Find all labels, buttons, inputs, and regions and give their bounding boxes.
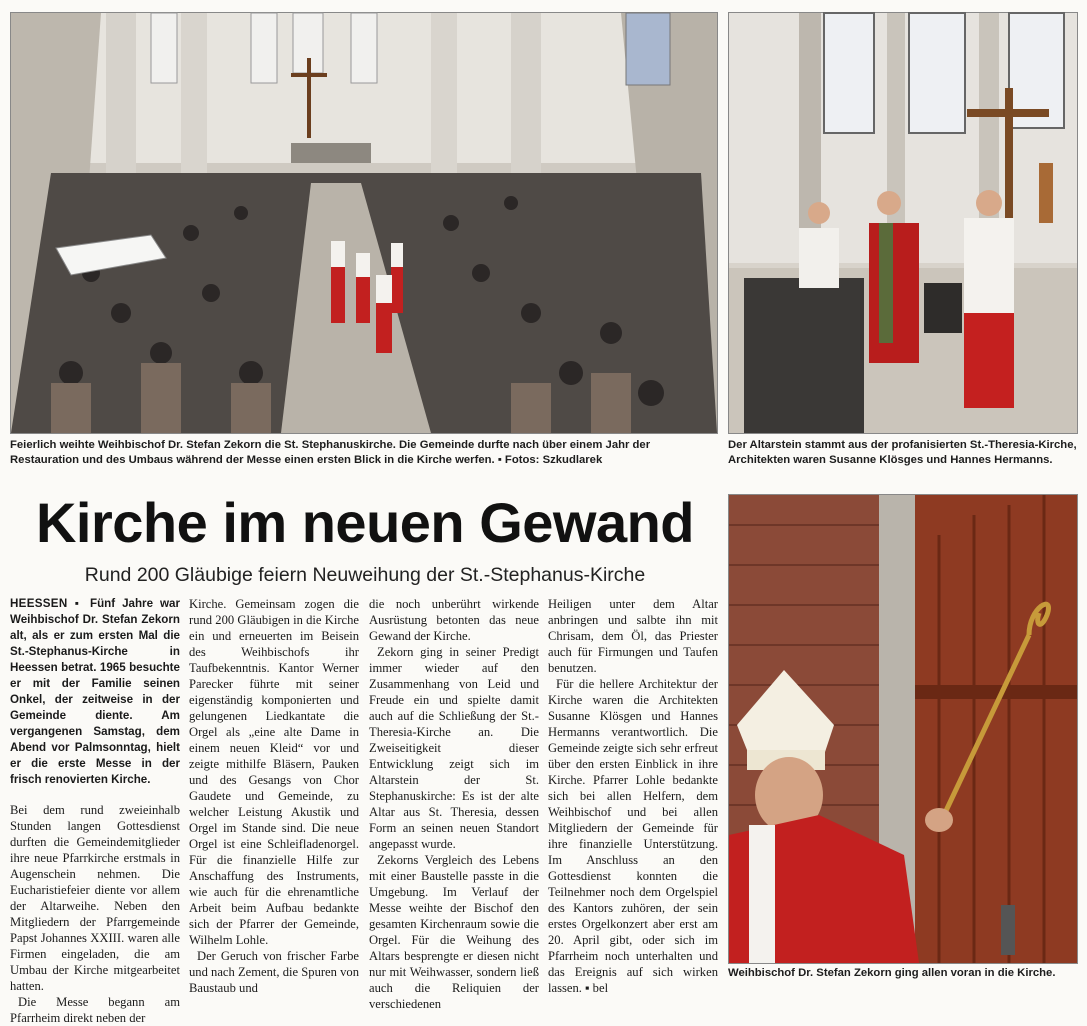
paragraph: Die Messe begann am Pfarrheim direkt neben der: [10, 995, 180, 1025]
article-lead: [10, 596, 180, 788]
photo-altar-caption: Der Altarstein stammt aus der profanisierten St.-Theresia-Kirche, Architekten waren Susanne Klösges und Hannes Hermanns.: [728, 439, 1077, 466]
article-lead-text: Fünf Jahre war Weihbischof Dr. Stefan Zekorn alt, als er zum ersten Mal die St.-Stephanus-Kirche in Heessen betrat. 1965 besuchte er mit der Familie seinen Onkel, der zeitweise in der Gemeinde diente. Am vergangenen Samstag, dem Abend vor Palmsonntag, hielt er die erste Messe in der frisch renovierten Kirche.: [10, 597, 180, 786]
photo-door-caption: Weihbischof Dr. Stefan Zekorn ging allen voran in die Kirche.: [728, 967, 1056, 979]
photo-church-interior: [10, 12, 718, 434]
article-column-2: [189, 596, 359, 995]
altar-illustration: [729, 13, 1077, 433]
church-interior-illustration: [11, 13, 717, 433]
bishop-door-illustration: [729, 495, 1077, 963]
photo-main-caption: Feierlich weihte Weihbischof Dr. Stefan Zekorn die St. Stephanuskirche. Die Gemeinde durfte nach über einem Jahr der Restauration und des Umbaus während der Messe einen ersten Blick in die Kirche werfen. ▪ Fotos: Szkudlarek: [10, 439, 651, 466]
article-headline: Kirche im neuen Gewand: [35, 491, 695, 554]
paragraph: Kirche. Gemeinsam zogen die rund 200 Gläubigen in die Kirche ein und erneuerten im Beisein des Weihbischofs ihr Taufbekenntnis. Kantor Werner Parecker führte mit seiner eigenständig komponierten und gelungenen Liedkantate die Orgel als „eine alte Dame in einem neuen Kleid“ vor und zeigte mithilfe Bläsern, Pauken und des Gesangs von Chor Gaudete und Gemeinde, zu welcher Leistung Akustik und Orgel im Stande sind. Die neue Orgel ist eine Schleifladenorgel. Für die finanzielle Hilfe zur Anschaffung des Instruments, wie auch für die ehrenamtliche Arbeit beim Aufbau bedankte sich der Pfarrer der Gemeinde, Wilhelm Lohle.: [189, 597, 359, 947]
article-column-3: [369, 596, 539, 1011]
paragraph: Der Geruch von frischer Farbe und nach Zement, die Spuren von Baustaub und: [189, 949, 359, 995]
paragraph: die noch unberührt wirkende Ausrüstung betonten das neue Gewand der Kirche.: [369, 597, 539, 643]
article-column-1: [10, 596, 180, 1025]
photo-bishop-door: [728, 494, 1078, 964]
paragraph: Heiligen unter dem Altar anbringen und salbte ihn mit Chrisam, dem Öl, das Priester auch für Firmungen und Taufen benutzen.: [548, 597, 718, 675]
paragraph: Zekorns Vergleich des Lebens mit einer Baustelle passte in die Umgebung. Im Verlauf der Messe weihte der Bischof den gesamten Kirchenraum sowie die Orgel. Für die Weihung des Altars besprengte er diesen nicht nur mit Weihwasser, sondern ließ auch die Reliquien der verschiedenen: [369, 853, 539, 1011]
article-dateline: HEESSEN ▪: [10, 597, 83, 610]
article-subheadline: Rund 200 Gläubige feiern Neuweihung der St.-Stephanus-Kirche: [84, 564, 646, 586]
article-column-4: [548, 596, 718, 995]
paragraph: Bei dem rund zweieinhalb Stunden langen Gottesdienst durften die Gemeindemitglieder ihre neue Pfarrkirche erstmals in Augenschein nehmen. Die Eucharistiefeier diente vor allem der Altarweihe. Neben den Mitgliedern der Pfarrgemeinde Papst Johannes XXIII. waren alle Firmen eingeladen, die am Umbau der Kirche mitgearbeitet hatten.: [10, 803, 180, 993]
paragraph: Zekorn ging in seiner Predigt immer wieder auf den Zusammenhang von Leid und Freude ein und spielte damit auch auf die Schließung der St.-Theresia-Kirche an. Die Zweiseitigkeit dieser Entwicklung zeigt sich im Altarstein der St. Stephanuskirche: Es ist der alte Altar aus St. Theresia, dessen Form an seinen neuen Standort angepasst wurde.: [369, 645, 539, 851]
paragraph: Für die hellere Architektur der Kirche waren die Architekten Susanne Klösgen und Hannes Hermanns verantwortlich. Die Gemeinde zeigte sich sehr erfreut über den ersten Einblick in ihre Kirche. Pfarrer Lohle bedankte sich bei allen Helfern, dem Weihbischof und bei allen Mitgliedern der Gemeinde für ihre finanzielle Unterstützung. Im Anschluss an den Gottesdienst konnten die Teilnehmer noch dem Orgelspiel des Kantors zuhören, der sein erstes Orgelkonzert aber erst am 20. April gibt, oder sich im Pfarrheim noch unterhalten und das Ereignis auf sich wirken lassen. ▪ bel: [548, 677, 718, 995]
photo-altar: [728, 12, 1078, 434]
